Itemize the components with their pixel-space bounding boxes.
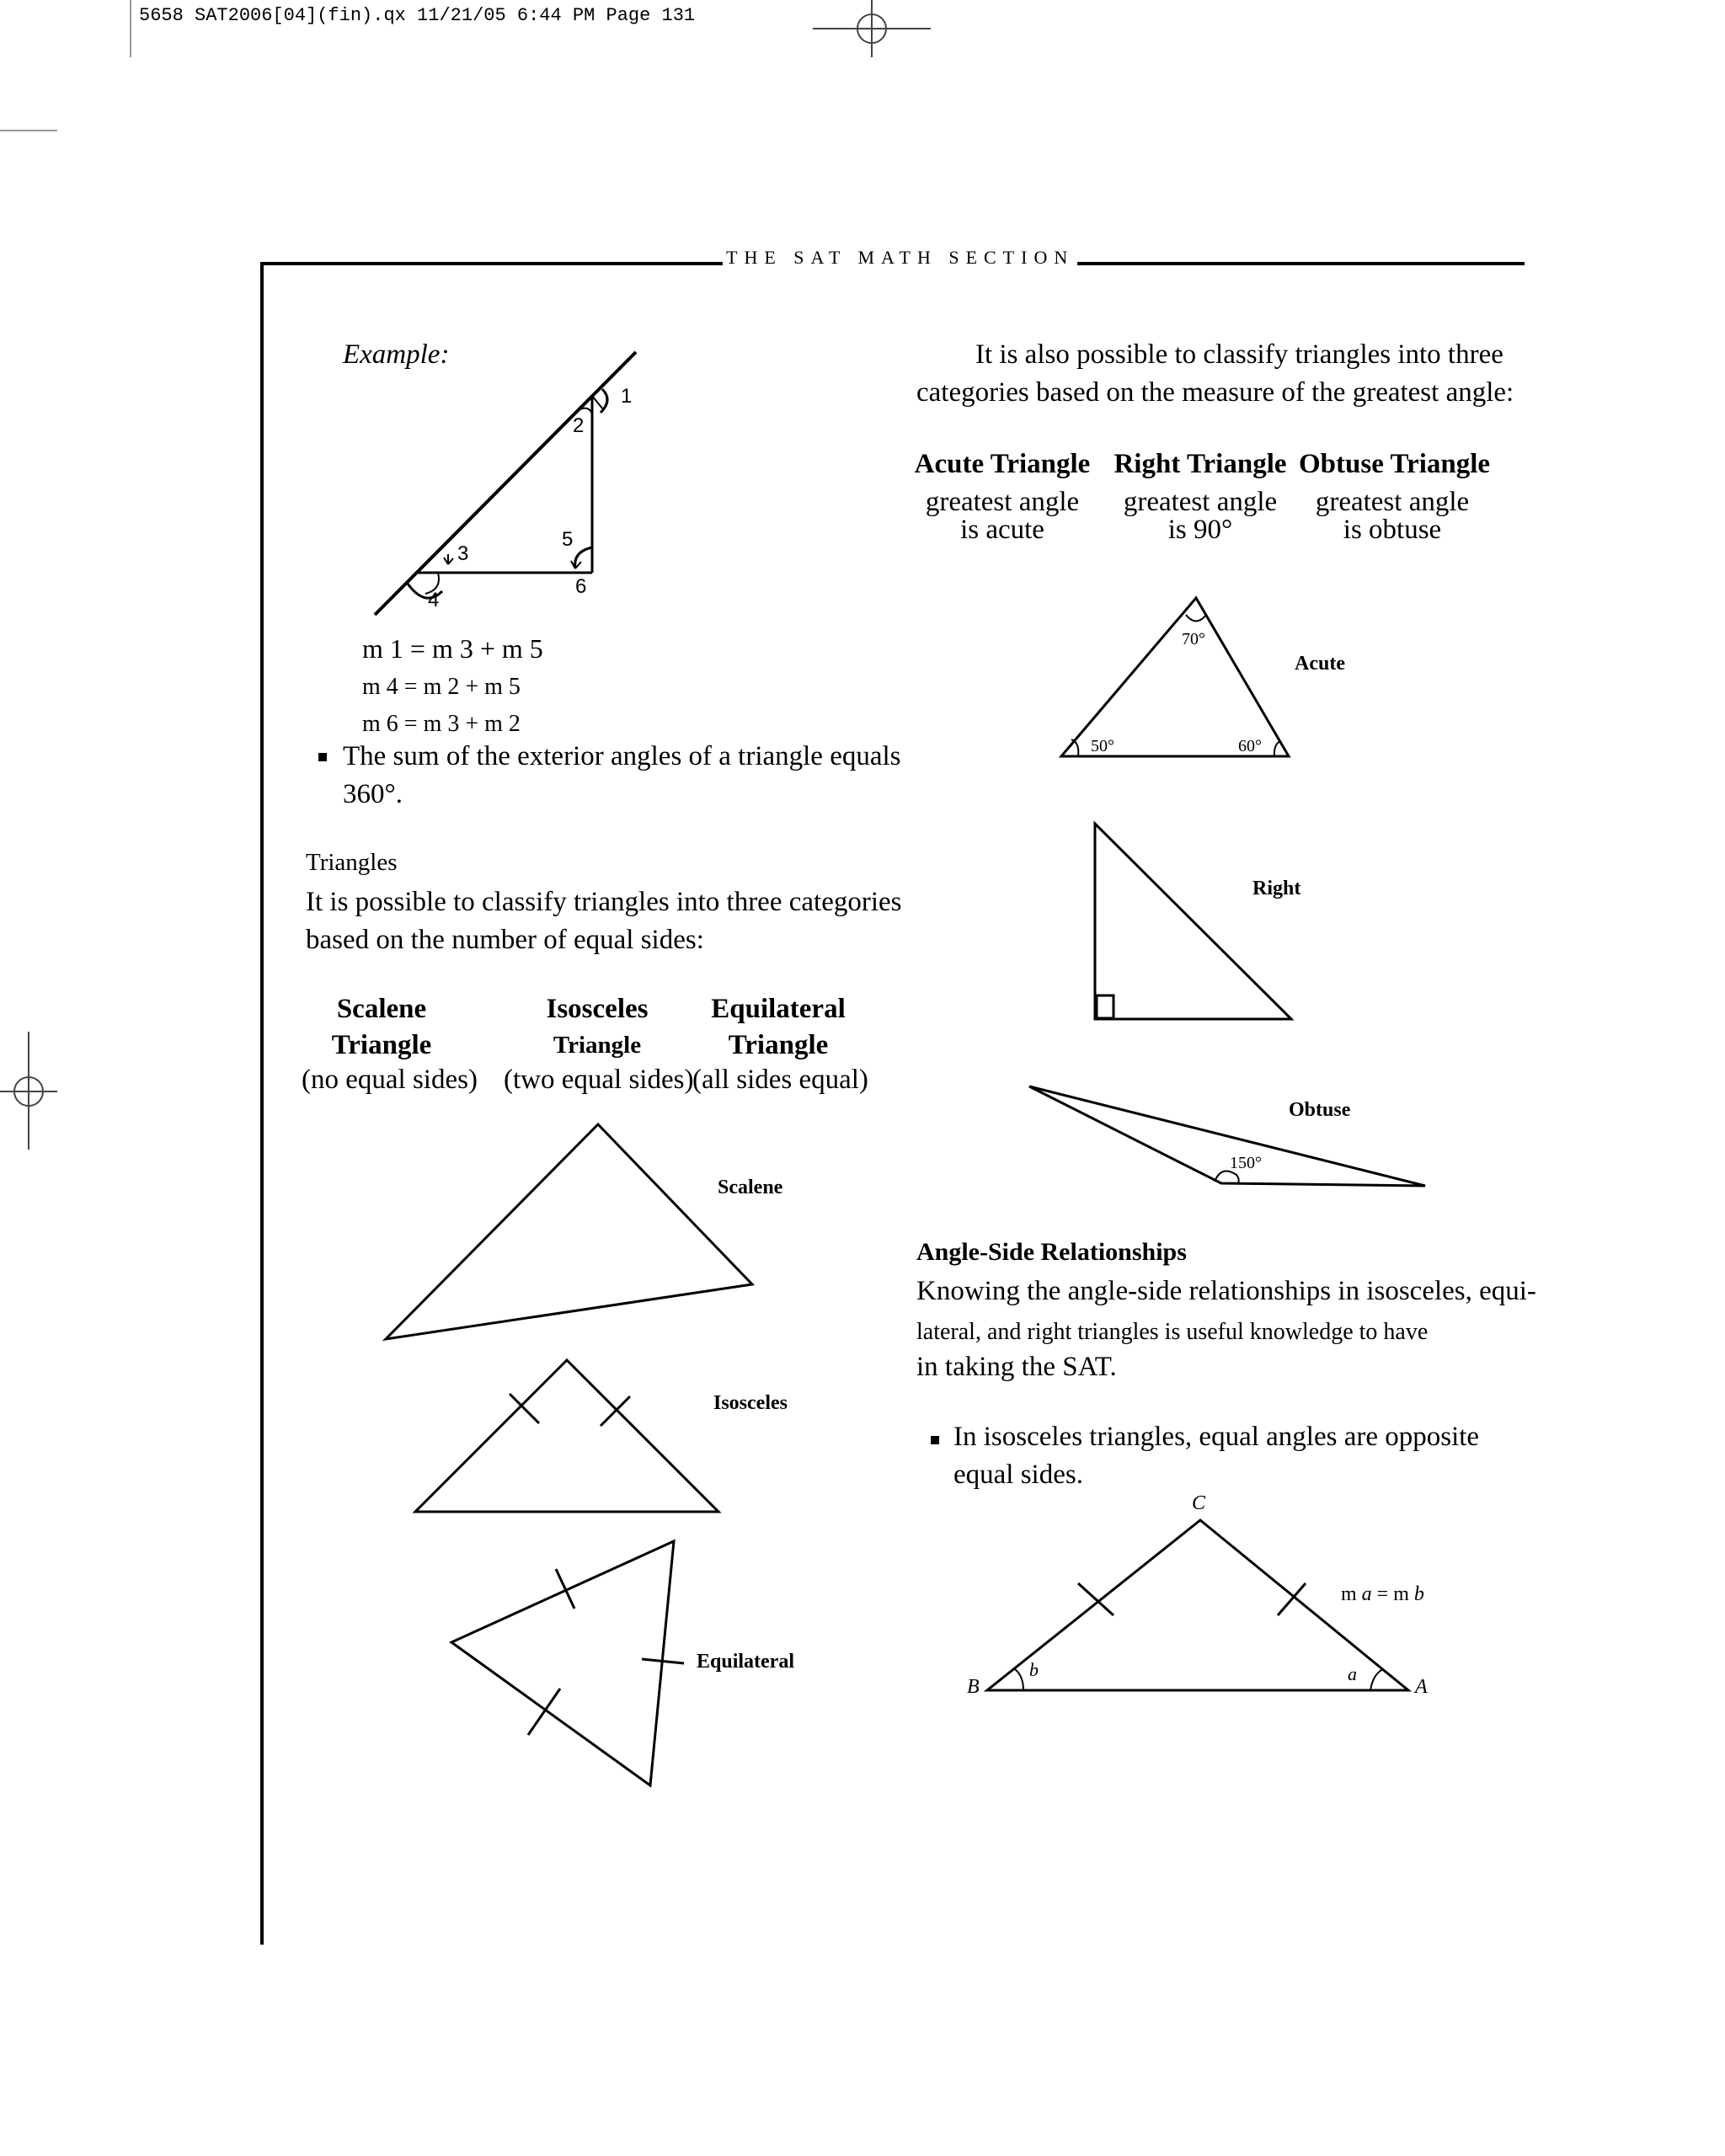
acute-head: Acute Triangle [914, 449, 1091, 479]
scalene-desc: (no equal sides) [302, 1065, 478, 1095]
isosceles-rule-line-2: equal sides. [953, 1460, 1083, 1490]
acute-angle-left: 50° [1091, 737, 1114, 755]
obtuse-figure-label: Obtuse [1289, 1099, 1351, 1121]
angle-side-line-3: in taking the SAT. [916, 1352, 1117, 1382]
vertex-b-label: B [967, 1676, 980, 1698]
isosceles-head-1: Isosceles [546, 994, 649, 1024]
exterior-sum-line-1: The sum of the exterior angles of a triangle equals [343, 741, 901, 771]
angle-side-line-1: Knowing the angle-side relationships in isosceles, equi- [916, 1276, 1536, 1306]
angles-intro-line-1: It is also possible to classify triangles into three [975, 339, 1503, 370]
angles-intro-line-2: categories based on the measure of the greatest angle: [916, 377, 1514, 408]
exterior-sum-line-2: 360°. [343, 779, 403, 809]
scalene-head-1: Scalene [336, 994, 427, 1024]
equal-angles-equation: m a = m b [1341, 1583, 1424, 1605]
right-desc-1: greatest angle [1123, 487, 1278, 517]
angle-b-label: b [1029, 1659, 1039, 1680]
print-slug: 5658 SAT2006[04](fin).qx 11/21/05 6:44 PM Page 131 [139, 5, 696, 26]
equilateral-head-2: Triangle [728, 1030, 829, 1060]
acute-figure-label: Acute [1295, 653, 1345, 675]
equation-3: m 6 = m 3 + m 2 [362, 711, 521, 737]
angle-label-6: 6 [575, 575, 587, 598]
angle-side-line-2: lateral, and right triangles is useful knowledge to have [916, 1319, 1429, 1345]
sides-intro-line-1: It is possible to classify triangles into three categories [306, 887, 902, 917]
isosceles-head-2: Triangle [553, 1032, 642, 1059]
equilateral-figure-label: Equilateral [697, 1651, 795, 1673]
obtuse-angle: 150° [1230, 1154, 1262, 1172]
triangles-heading: Triangles [306, 849, 398, 876]
angle-label-1: 1 [621, 385, 633, 408]
scalene-figure-label: Scalene [718, 1177, 783, 1198]
obtuse-desc-1: greatest angle [1315, 487, 1470, 517]
vertex-c-label: C [1192, 1492, 1206, 1514]
scalene-head-2: Triangle [331, 1030, 432, 1060]
equation-2: m 4 = m 2 + m 5 [362, 674, 521, 700]
acute-desc-2: is acute [960, 515, 1044, 545]
obtuse-desc-2: is obtuse [1343, 515, 1442, 545]
isosceles-abc-triangle [987, 1520, 1408, 1690]
vertex-a-label: A [1415, 1676, 1428, 1698]
angle-label-2: 2 [573, 414, 585, 437]
isosceles-desc: (two equal sides) [504, 1065, 694, 1095]
angle-side-heading: Angle-Side Relationships [916, 1238, 1187, 1266]
obtuse-head: Obtuse Triangle [1299, 449, 1491, 479]
acute-angle-right: 60° [1238, 737, 1262, 755]
right-figure-label: Right [1252, 878, 1301, 899]
angle-label-5: 5 [562, 528, 574, 551]
sides-intro-line-2: based on the number of equal sides: [306, 925, 704, 955]
isosceles-figure-label: Isosceles [713, 1392, 788, 1414]
equation-1: m 1 = m 3 + m 5 [362, 633, 543, 664]
acute-angle-top: 70° [1182, 630, 1205, 648]
running-head: THE SAT MATH SECTION [723, 247, 1077, 269]
angle-label-3: 3 [457, 542, 469, 565]
acute-desc-1: greatest angle [925, 487, 1080, 517]
right-head: Right Triangle [1114, 449, 1287, 479]
equilateral-desc: (all sides equal) [692, 1065, 868, 1095]
angle-a-label: a [1348, 1663, 1357, 1684]
example-label: Example: [343, 339, 450, 370]
equilateral-head-1: Equilateral [711, 994, 846, 1024]
isosceles-rule-line-1: In isosceles triangles, equal angles are opposite [953, 1422, 1480, 1452]
angle-label-4: 4 [428, 589, 440, 611]
right-desc-2: is 90° [1167, 515, 1233, 545]
